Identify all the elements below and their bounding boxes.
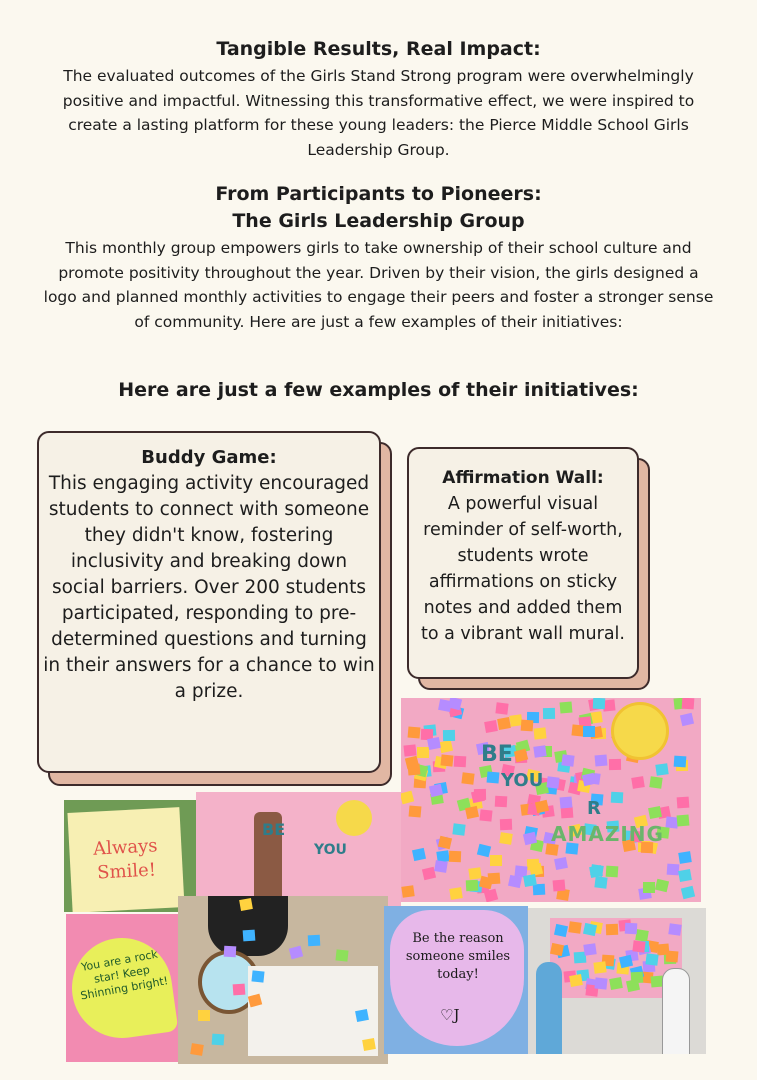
rock-star-photo: [66, 914, 178, 1062]
sticky-note: [593, 961, 606, 973]
sticky-note: [434, 860, 448, 873]
buddy-game-card: [37, 431, 381, 773]
sticky-note: [454, 756, 467, 768]
heart-sign-text: ♡J: [440, 1006, 460, 1024]
sticky-note: [561, 807, 574, 819]
sticky-note: [289, 946, 303, 960]
sticky-note: [560, 701, 573, 713]
sticky-note: [466, 880, 479, 892]
sticky-note: [674, 756, 687, 768]
sticky-note: [681, 886, 695, 900]
student-left: [536, 962, 562, 1054]
sticky-note: [401, 791, 414, 805]
sticky-note: [468, 867, 481, 880]
sticky-note: [521, 720, 534, 732]
always-smile-text: Always Smile!: [92, 835, 159, 884]
sticky-note: [648, 806, 662, 819]
sticky-note: [198, 1010, 210, 1021]
sticky-note: [554, 857, 568, 870]
rock-star-text: You are a rock star! Keep Shinning bright!: [79, 947, 170, 1003]
sticky-note: [682, 698, 695, 709]
student-right: [662, 968, 690, 1054]
always-smile-sign: [67, 807, 184, 912]
sun-drawing: [611, 702, 669, 760]
section2-title-line1: From Participants to Pioneers:: [215, 183, 542, 205]
buddy-game-text: This engaging activity encouraged students to connect with someone they didn't know, fostering inclusivity and breaking down social barriers. Over 200 students participated, responding to pre-determined questions and turning in their answers for a chance to win a prize.: [43, 473, 375, 702]
sticky-note: [583, 726, 595, 737]
sticky-note: [500, 819, 512, 830]
sticky-note: [449, 851, 461, 862]
sticky-note: [243, 930, 256, 942]
sticky-note: [308, 935, 321, 947]
sticky-note: [417, 747, 429, 758]
sticky-note: [490, 855, 502, 866]
sticky-note: [427, 737, 441, 750]
sticky-note: [408, 763, 421, 775]
mural-word-amazing: AMAZING: [551, 822, 664, 846]
affirmation-wall-card: [407, 447, 639, 679]
mural-word-be: BE: [481, 742, 513, 767]
sticky-note: [248, 994, 262, 1008]
sticky-note: [667, 864, 680, 876]
affirmation-wall-text: A powerful visual reminder of self-worth, students wrote affirmations on sticky notes and added them to a vibrant wall mural.: [421, 494, 625, 644]
be-the-reason-photo: [384, 906, 528, 1054]
students-writing-photo: [178, 896, 388, 1064]
mural-closeup-photo: [196, 792, 401, 910]
sticky-note: [440, 754, 453, 766]
sticky-note: [677, 797, 690, 809]
sticky-note: [677, 814, 690, 826]
be-the-reason-text: Be the reason someone smiles today!: [405, 931, 511, 982]
students-by-wall-photo: [528, 908, 706, 1054]
sticky-note: [212, 1034, 225, 1046]
sticky-note: [594, 876, 607, 888]
sticky-note: [412, 848, 426, 861]
sticky-note: [190, 1043, 204, 1056]
sticky-note: [355, 1009, 369, 1022]
sticky-note: [449, 887, 463, 900]
sticky-note: [631, 776, 645, 789]
sticky-note: [543, 708, 555, 719]
sticky-note: [554, 924, 568, 937]
sticky-note: [233, 984, 246, 996]
sticky-note: [477, 844, 491, 858]
sticky-note: [655, 879, 669, 892]
mural-photo: [401, 698, 701, 902]
sticky-note: [452, 823, 465, 835]
sticky-note: [479, 809, 492, 821]
sticky-note: [611, 792, 624, 804]
sticky-note: [409, 805, 422, 817]
sticky-note: [533, 727, 546, 739]
sticky-note: [439, 740, 453, 753]
sticky-note: [239, 898, 253, 911]
sticky-note: [550, 943, 564, 956]
section1-body: The evaluated outcomes of the Girls Stand Strong program were overwhelmingly positive and impactful. Witnessing this transformative effect, we were inspired to create a lasting platform for these young leaders: the Pierce Middle School Girls Leadership Group.: [62, 67, 695, 159]
sticky-note: [569, 974, 583, 987]
sticky-note: [251, 970, 264, 982]
sticky-note: [561, 754, 574, 766]
sticky-note: [560, 796, 573, 808]
sticky-note: [680, 713, 694, 726]
sticky-note: [438, 836, 452, 849]
small-sticky-notes: [178, 896, 388, 1064]
sticky-note: [403, 744, 416, 756]
sticky-note: [224, 946, 237, 958]
affirmation-wall-title: Affirmation Wall:: [442, 468, 604, 488]
sticky-note: [533, 884, 546, 896]
sticky-note: [649, 776, 662, 789]
sticky-note: [533, 745, 546, 758]
sticky-note: [593, 698, 606, 709]
mural-word-you: YOU: [501, 770, 544, 791]
sticky-note: [657, 943, 670, 955]
sticky-note: [583, 923, 597, 936]
sticky-note: [609, 977, 623, 990]
buddy-game-title: Buddy Game:: [141, 447, 277, 468]
sticky-note: [606, 866, 619, 878]
sticky-note: [678, 869, 692, 882]
sticky-note: [408, 726, 421, 738]
sticky-note: [523, 874, 537, 887]
sticky-note: [401, 885, 414, 898]
sticky-note: [495, 796, 508, 808]
sticky-note: [631, 972, 644, 984]
sticky-note: [465, 806, 479, 819]
sticky-note: [471, 790, 485, 803]
sticky-note: [495, 702, 508, 714]
sticky-note: [594, 977, 607, 989]
sticky-note: [553, 879, 566, 891]
section3-title: Here are just a few examples of their initiatives:: [118, 379, 639, 401]
sticky-note: [568, 921, 581, 934]
sticky-note: [632, 940, 645, 952]
sticky-note: [655, 763, 668, 776]
sticky-note: [606, 924, 618, 935]
sticky-note: [625, 923, 638, 935]
section2-title-line2: The Girls Leadership Group: [232, 210, 525, 232]
closeup-sun: [336, 800, 372, 836]
sticky-note: [668, 923, 681, 936]
sticky-note: [497, 717, 511, 730]
closeup-word-be: BE: [262, 820, 286, 839]
sticky-note: [461, 772, 474, 784]
sticky-note: [335, 949, 348, 961]
sticky-note: [484, 889, 498, 902]
sticky-note: [643, 882, 655, 893]
sticky-note: [645, 953, 658, 965]
sticky-note: [609, 759, 621, 770]
sticky-note: [583, 943, 596, 956]
sticky-note: [546, 776, 559, 788]
sticky-note: [499, 832, 513, 845]
section2-title: [0, 181, 757, 235]
sticky-note: [484, 720, 498, 733]
sticky-note: [438, 699, 452, 712]
always-smile-photo: [64, 800, 196, 912]
section1-title: Tangible Results, Real Impact:: [216, 38, 541, 60]
sticky-note: [443, 730, 455, 741]
section2-body: This monthly group empowers girls to take ownership of their school culture and promote positivity throughout the year. Driven by their vision, the girls designed a logo and planned monthly activities to engage their peers and foster a stronger sense of community. Here are just a few examples of their initiatives:: [43, 239, 714, 331]
sticky-note: [619, 955, 633, 968]
mural-word-r: R: [587, 798, 601, 819]
closeup-word-you: YOU: [314, 842, 347, 858]
sticky-note: [487, 771, 500, 783]
sticky-note: [362, 1038, 376, 1051]
sticky-note: [595, 754, 608, 766]
sticky-note: [678, 851, 692, 864]
